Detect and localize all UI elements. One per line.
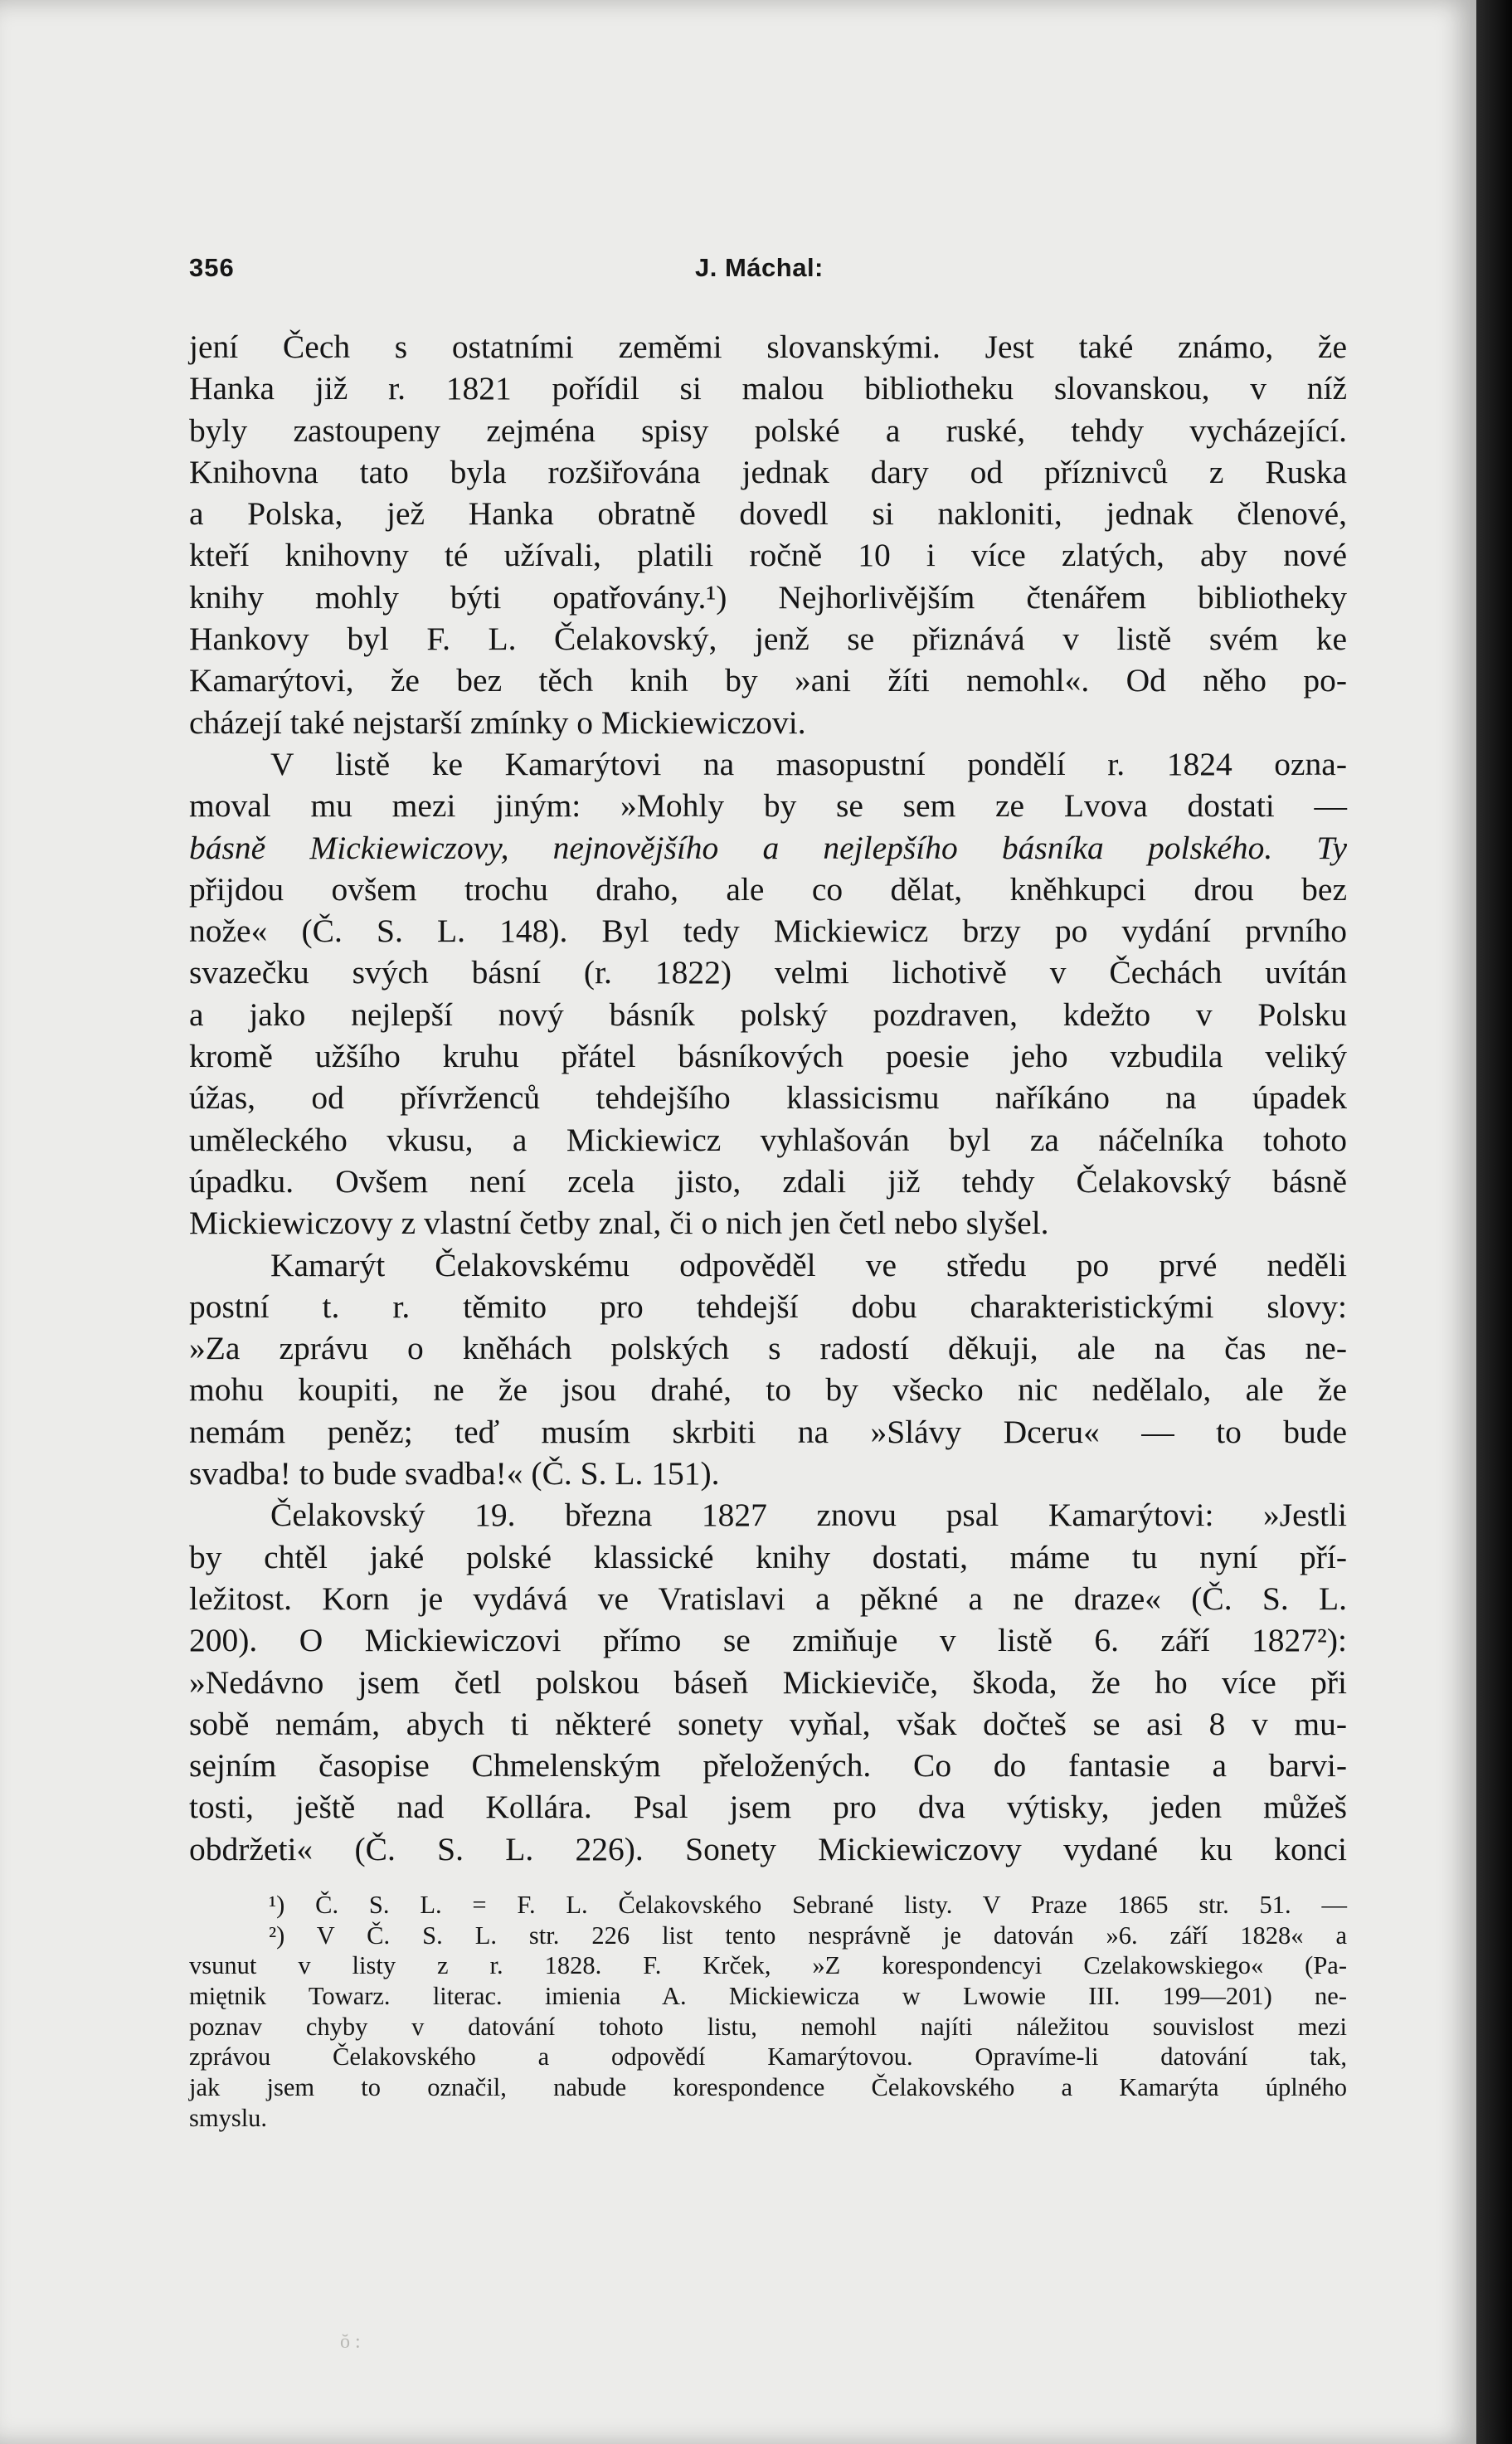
text-line: nemám peněz; teď musím skrbiti na »Slávy Dceru« — to bude — [189, 1413, 1347, 1450]
text-line: Hankovy byl F. L. Čelakovský, jenž se přiznává v listě svém ke — [189, 621, 1347, 658]
running-head: J. Máchal: — [695, 253, 824, 282]
text-line: byly zastoupeny zejména spisy polské a ruské, tehdy vycházející. — [189, 411, 1347, 449]
text-line: »Za zprávu o kněhách polských s radostí děkuji, ale na čas ne- — [189, 1330, 1347, 1367]
paragraph-start-line: Kamarýt Čelakovskému odpověděl ve středu po prvé neděli — [270, 1246, 1347, 1283]
text-line: básně Mickiewiczovy, nejnovějšího a nejlepšího básníka polského. Ty — [189, 829, 1347, 866]
footnote-line: ²) V Č. S. L. str. 226 list tento nesprávně je datován »6. září 1828« a — [269, 1921, 1347, 1950]
text-line: »Nedávno jsem četl polskou báseň Mickieviče, škoda, že ho více při — [189, 1663, 1347, 1701]
page-edge-shadow — [1476, 0, 1512, 2444]
text-line: nože« (Č. S. L. 148). Byl tedy Mickiewicz brzy po vydání prvního — [189, 913, 1347, 950]
text-line: a jako nejlepší nový básník polský pozdraven, kdežto v Polsku — [189, 996, 1347, 1033]
paragraph-start-line: Čelakovský 19. března 1827 znovu psal Kamarýtovi: »Jestli — [270, 1497, 1347, 1534]
footnote-line: zprávou Čelakovského a odpovědí Kamarýtovou. Opravíme-li datování tak, — [189, 2042, 1347, 2072]
text-line: kteří knihovny té užívali, platili ročně 10 i více zlatých, aby nové — [189, 537, 1347, 574]
main-text — [189, 326, 1347, 1870]
text-line: svadba! to bude svadba!« (Č. S. L. 151). — [189, 1455, 720, 1492]
footnote-line: jak jsem to označil, nabude korespondence Čelakovského a Kamarýta úplného — [189, 2073, 1347, 2102]
text-line: sejním časopise Chmelenským přeložených. Co do fantasie a barvi- — [189, 1747, 1347, 1784]
footnote-line: smyslu. — [189, 2103, 268, 2132]
text-line: úpadku. Ovšem není zcela jisto, zdali již tehdy Čelakovský básně — [189, 1162, 1347, 1200]
text-line: tosti, ještě nad Kollára. Psal jsem pro dva výtisky, jeden můžeš — [189, 1789, 1347, 1826]
text-line: sobě nemám, abych ti některé sonety vyňal, však dočteš se asi 8 v mu- — [189, 1705, 1347, 1742]
text-line: mohu koupiti, ne že jsou drahé, to by všecko nic nedělalo, ale že — [189, 1371, 1347, 1409]
text-line: kromě užšího kruhu přátel básníkových poesie jeho vzbudila veliký — [189, 1038, 1347, 1075]
footnote-line: poznav chyby v datování tohoto listu, nemohl najíti náležitou souvislost mezi — [189, 2012, 1347, 2041]
text-line: ležitost. Korn je vydává ve Vratislavi a pěkné a ne draze« (Č. S. L. — [189, 1580, 1347, 1617]
footnote-line: ¹) Č. S. L. = F. L. Čelakovského Sebrané listy. V Praze 1865 str. 51. — — [269, 1891, 1347, 1919]
text-line: Knihovna tato byla rozšiřována jednak dary od příznivců z Ruska — [189, 453, 1347, 490]
text-line: Mickiewiczovy z vlastní četby znal, či o nich jen četl nebo slyšel. — [189, 1205, 1049, 1242]
footnote-line: miętnik Towarz. literac. imienia A. Mickiewicza w Lwowie III. 199—201) ne- — [189, 1982, 1347, 2011]
footnote-line: vsunut v listy z r. 1828. F. Krček, »Z korespondencyi Czelakowskiego« (Pa- — [189, 1951, 1347, 1980]
text-line: moval mu mezi jiným: »Mohly by se sem ze Lvova dostati — — [189, 787, 1347, 825]
text-line: přijdou ovšem trochu draho, ale co dělat, kněhkupci drou bez — [189, 870, 1347, 908]
text-line: obdržeti« (Č. S. L. 226). Sonety Mickiewiczovy vydané ku konci — [189, 1830, 1347, 1867]
text-line: Kamarýtovi, že bez těch knih by »ani žíti nemohl«. Od něho po- — [189, 662, 1347, 699]
text-line: knihy mohly býti opatřovány.¹) Nejhorlivějším čtenářem bibliotheky — [189, 578, 1347, 616]
text-line: a Polska, jež Hanka obratně dovedl si nakloniti, jednak členové, — [189, 495, 1347, 533]
text-line: by chtěl jaké polské klassické knihy dostati, máme tu nyní pří- — [189, 1538, 1347, 1575]
page-header — [189, 253, 1350, 295]
page-number: 356 — [189, 253, 235, 282]
paper-speck: ŏ : — [340, 2331, 361, 2353]
text-line: uměleckého vkusu, a Mickiewicz vyhlašován byl za náčelníka tohoto — [189, 1121, 1347, 1158]
text-line: Hanka již r. 1821 pořídil si malou bibliotheku slovanskou, v níž — [189, 370, 1347, 407]
text-line: svazečku svých básní (r. 1822) velmi lichotivě v Čechách uvítán — [189, 954, 1347, 991]
text-line: úžas, od přívrženců tehdejšího klassicismu naříkáno na úpadek — [189, 1079, 1347, 1117]
text-line: jení Čech s ostatními zeměmi slovanskými. Jest také známo, že — [189, 329, 1347, 365]
text-line: 200). O Mickiewiczovi přímo se zmiňuje v listě 6. září 1827²): — [189, 1622, 1347, 1659]
text-line: cházejí také nejstarší zmínky o Mickiewiczovi. — [189, 704, 806, 741]
text-line: postní t. r. těmito pro tehdejší dobu charakteristickými slovy: — [189, 1288, 1347, 1325]
footnotes — [189, 1890, 1347, 2134]
paragraph-start-line: V listě ke Kamarýtovi na masopustní pondělí r. 1824 ozna- — [270, 745, 1347, 782]
